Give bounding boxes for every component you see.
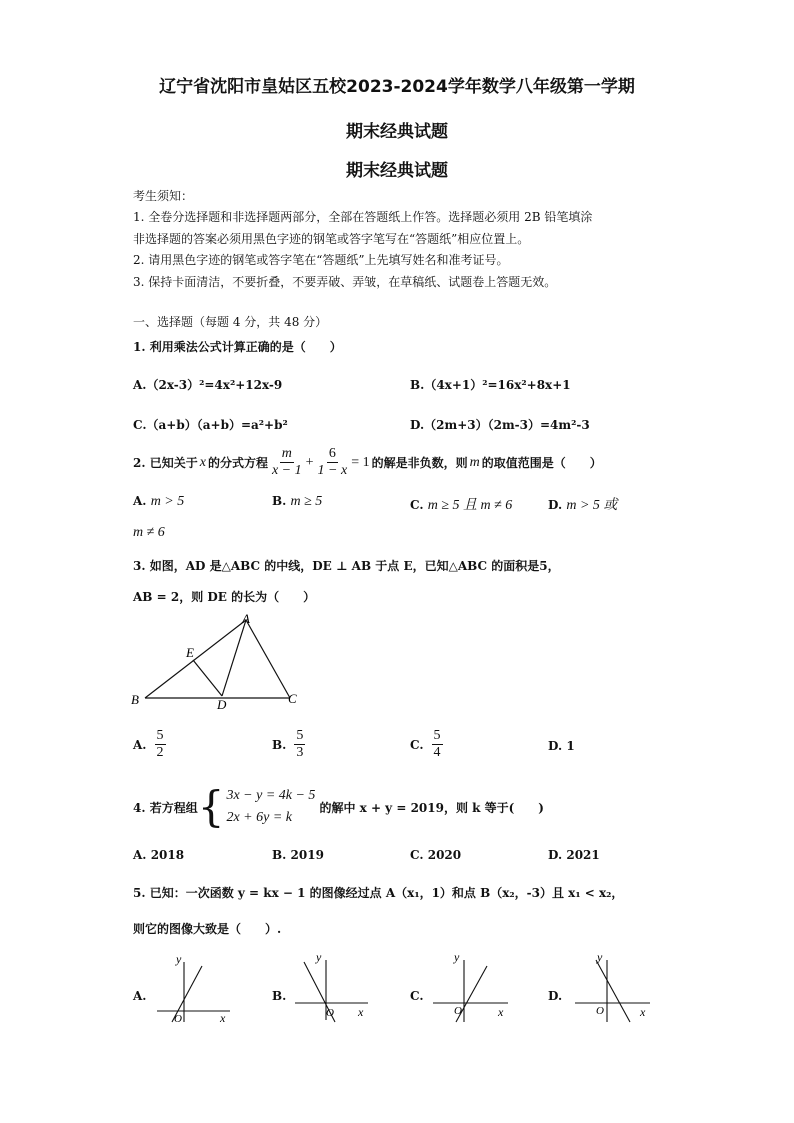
segment-ba: [145, 620, 246, 698]
label-d: D: [217, 697, 227, 712]
origin-label: O: [326, 1007, 334, 1019]
question-3-option-b: B. $\frac{5}{3}$: [272, 728, 304, 760]
x-axis-label: x: [358, 1005, 364, 1019]
question-4-option-a: A. 2018: [133, 848, 185, 862]
question-1-option-c: C.（a+b）（a+b）=a²+b²: [133, 418, 288, 432]
question-2-option-d: D. m > 5 或: [548, 498, 618, 513]
graph-option-a: [152, 950, 237, 1025]
question-4-option-b: B. 2019: [272, 848, 324, 862]
question-2-option-a: A. m > 5: [133, 494, 185, 509]
question-5-option-d-label: D.: [548, 989, 563, 1003]
x-axis-label: x: [640, 1005, 646, 1019]
fraction-m-over-x-1: $\frac{m}{x - 1}$: [271, 446, 302, 478]
section-heading: 一、选择题（每题 4 分，共 48 分）: [133, 315, 328, 329]
origin-label: O: [174, 1013, 182, 1025]
question-4-option-c: C. 2020: [410, 848, 462, 862]
question-2-option-c: C. m ≥ 5 且 m ≠ 6: [410, 498, 513, 513]
label-a: A: [242, 611, 250, 626]
x-axis-label: x: [498, 1005, 504, 1019]
notice-item: 3. 保持卡面清洁，不要折叠，不要弄破、弄皱，在草稿纸、试题卷上答题无效。: [133, 275, 557, 289]
question-3-option-a: A. $\frac{5}{2}$: [133, 728, 164, 760]
question-1-stem: 1. 利用乘法公式计算正确的是（ ）: [133, 340, 342, 354]
question-2-option-d-continued: m ≠ 6: [133, 525, 165, 540]
y-axis-label: y: [176, 952, 182, 966]
question-5-option-a-label: A.: [133, 989, 147, 1003]
question-1-option-d: D.（2m+3）（2m-3）=4m²-3: [410, 418, 590, 432]
label-e: E: [186, 645, 194, 660]
question-5-option-c-label: C.: [410, 989, 424, 1003]
x-axis-label: x: [220, 1011, 226, 1025]
question-1-option-a: A.（2x-3）²=4x²+12x-9: [133, 378, 283, 392]
notice-item: 1. 全卷分选择题和非选择题两部分，全部在答题纸上作答。选择题必须用 2B 铅笔填涂: [133, 210, 593, 224]
graph-option-b: [290, 950, 375, 1025]
question-1-option-b: B.（4x+1）²=16x²+8x+1: [410, 378, 571, 392]
graph-option-d: [570, 950, 660, 1025]
notice-heading: 考生须知：: [133, 189, 194, 203]
segment-ad: [222, 620, 246, 696]
notice-item: 2. 请用黑色字迹的钢笔或答字笔在“答题纸”上先填写姓名和准考证号。: [133, 253, 509, 267]
question-3-option-c: C. $\frac{5}{4}$: [410, 728, 441, 760]
origin-label: O: [454, 1005, 462, 1017]
page-subtitle-repeat: 期末经典试题: [346, 161, 448, 181]
y-axis-label: y: [597, 950, 603, 964]
y-axis-label: y: [316, 950, 322, 964]
question-4-option-d: D. 2021: [548, 848, 600, 862]
label-b: B: [131, 692, 139, 707]
segment-ac: [246, 620, 290, 698]
page-subtitle: 期末经典试题: [346, 122, 448, 142]
triangle-figure: [128, 608, 308, 713]
notice-item: 非选择题的答案必须用黑色字迹的钢笔或答字笔写在“答题纸”相应位置上。: [133, 232, 530, 246]
question-5-option-b-label: B.: [272, 989, 287, 1003]
origin-label: O: [596, 1005, 604, 1017]
fraction-6-over-1-x: $\frac{6}{1 - x}$: [317, 446, 348, 478]
question-5-line1: 5. 已知：一次函数 y = kx − 1 的图像经过点 A（x₁，1）和点 B（x₂，-3）且 x₁ < x₂，: [133, 886, 624, 900]
graph-option-c: [430, 950, 515, 1025]
question-3-line1: 3. 如图，AD 是△ABC 的中线，DE ⊥ AB 于点 E，已知△ABC 的面积是5，: [133, 559, 560, 573]
y-axis-label: y: [454, 950, 460, 964]
question-5-line2: 则它的图像大致是（ ）.: [133, 922, 282, 936]
question-4-stem: 4. 若方程组 { 3x − y = 4k − 5 2x + 6y = k 的解中 x + y = 2019，则 k 等于( ): [133, 782, 544, 831]
question-2-option-b: B. m ≥ 5: [272, 494, 323, 509]
label-c: C: [288, 691, 297, 706]
equation-system: { 3x − y = 4k − 5 2x + 6y = k: [197, 782, 316, 831]
question-3-line2: AB = 2，则 DE 的长为（ ）: [133, 590, 316, 604]
segment-de: [193, 660, 222, 696]
page-title: 辽宁省沈阳市皇姑区五校2023-2024学年数学八年级第一学期: [159, 77, 635, 97]
question-2-stem: 2. 已知关于 x 的分式方程 $\frac{m}{x - 1}$ + $\frac{6}{1 - x}$ = 1 的解是非负数，则 m 的取值范围是（ ）: [133, 446, 602, 478]
question-3-option-d: D. 1: [548, 739, 575, 753]
